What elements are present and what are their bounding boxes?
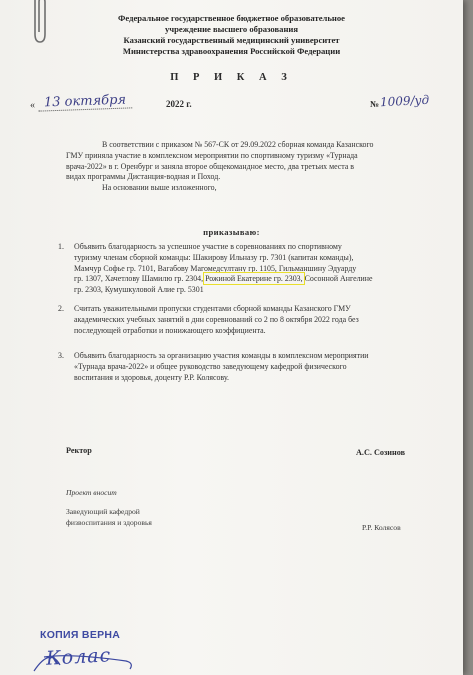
item-1-line-3: Мамчур Софье гр. 7101, Вагабову Магомедсултану гр. 1105, Гильманшину Эдуарду (74, 263, 357, 273)
item-3-line-2: «Турнада врача-2022» и общее руководство заведующему кафедрой физического (74, 361, 347, 371)
item-3-line-1: Объявить благодарность за организацию участия команды в комплексном мероприятии (74, 351, 369, 360)
item-1-line-4-end: Сосонной Ангелине (304, 274, 373, 284)
item-2-line-1: Считать уважительными пропуски студентами сборной команды Казанского ГМУ (74, 304, 351, 313)
signature-name: А.С. Созинов (356, 448, 406, 457)
item-1-line-2: туризму членам сборной команды: Шакирову Ильназу гр. 7301 (капитан команды), (74, 252, 354, 262)
item-2-number: 2. (58, 304, 64, 313)
order-keyword: приказываю: (203, 227, 260, 237)
preamble-line-1: В соответствии с приказом № 567-СК от 29.09.2022 сборная команда Казанского (102, 140, 374, 149)
preamble-line-2: ГМУ приняла участие в комплексном мероприятии по спортивному туризму «Турнада (66, 150, 358, 160)
project-position-line-1: Заведующий кафедрой (66, 507, 140, 516)
item-1-line-4-start: гр. 1307, Хачетлову Шамилю гр. 2304, (74, 274, 204, 284)
item-2-line-2: академических учебных занятий в дни соревнований со 2 по 8 октября 2022 года без (74, 314, 359, 324)
item-1-line-1: Объявить благодарность за успешное участие в соревнованиях по спортивному (74, 242, 342, 251)
project-label: Проект вносит (66, 488, 117, 497)
preamble (66, 140, 416, 194)
org-line-4: Министерства здравоохранения Российской Федерации (122, 46, 341, 56)
org-line-3: Казанский государственный медицинский университет (123, 35, 340, 45)
item-2-text (74, 304, 417, 336)
preamble-line-4: видах программы Дистанция-водная и Поход. (66, 172, 221, 182)
date-year: 2022 г. (166, 99, 192, 109)
highlighted-name: Рожиной Екатерине гр. 2303, (205, 274, 303, 284)
order-title: П Р И К А З (170, 72, 293, 83)
order-number-handwritten: 1009/уд (379, 92, 430, 110)
stamp-signature-flourish-icon (30, 643, 140, 675)
stamp-signature: Колас (45, 644, 112, 670)
item-1-text (74, 242, 417, 296)
item-3-line-3: воспитания и здоровья, доценту Р.Р. Колясову. (74, 372, 229, 382)
project-position-line-2: физвоспитания и здоровья (66, 518, 152, 527)
preamble-basis: На основании выше изложенного, (102, 183, 217, 193)
item-3-text (74, 351, 417, 383)
item-1-line-4 (74, 274, 417, 285)
stamp-text: КОПИЯ ВЕРНА (40, 629, 121, 641)
signature-title: Ректор (66, 446, 92, 455)
date-handwritten: 13 октября (38, 92, 133, 111)
date-open-quote: « (30, 100, 35, 111)
preamble-line-3: врача-2022» в г. Оренбург и заняла второе общекомандное место, два третьих места в (66, 161, 355, 171)
org-line-2: учреждение высшего образования (164, 24, 298, 34)
item-1-number: 1. (58, 242, 64, 251)
order-number-prefix: № (370, 99, 380, 109)
project-name: Р.Р. Колясов (362, 523, 401, 532)
item-3-number: 3. (58, 351, 64, 360)
item-2-line-3: последующей отработки и понижающего коэффициента. (74, 325, 266, 335)
org-line-1: Федеральное государственное бюджетное образовательное (118, 13, 345, 23)
item-1-line-5: гр. 2303, Кумушкуловой Алие гр. 5301 (74, 285, 204, 295)
